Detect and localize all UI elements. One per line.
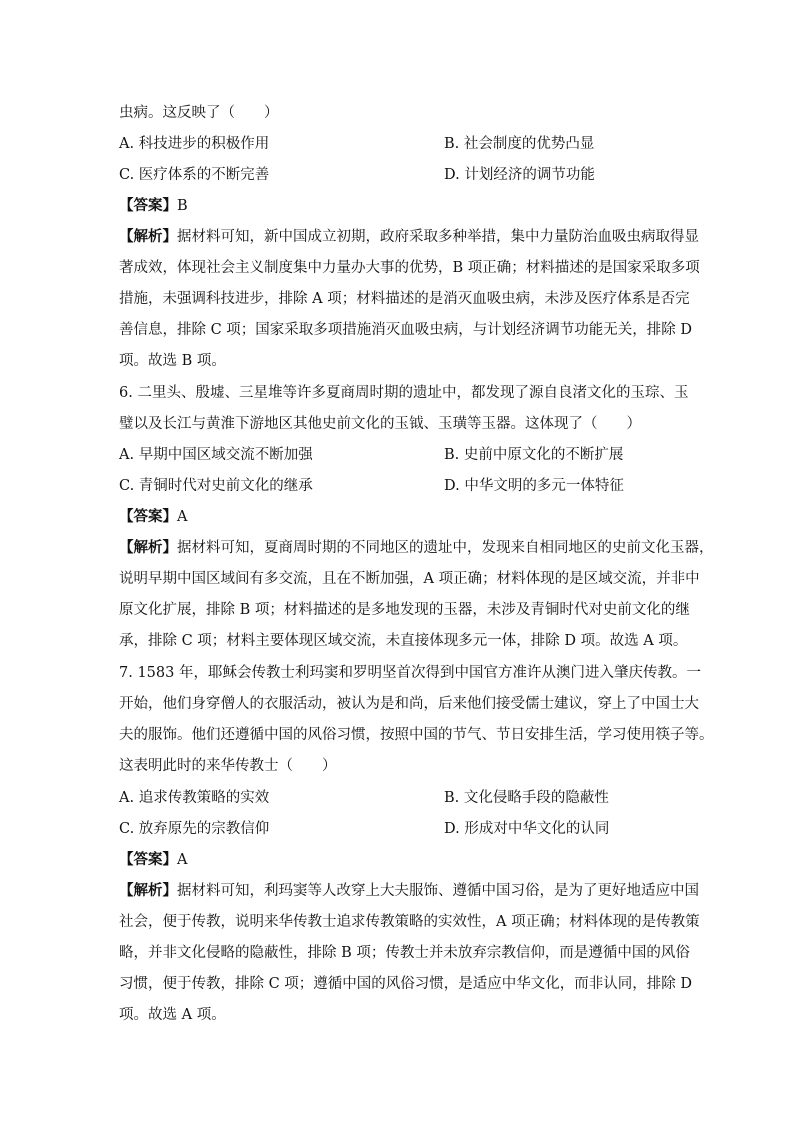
q7-stem-line-1: 7. 1583 年，耶稣会传教士利玛窦和罗明坚首次得到中国官方准许从澳门进入肇庆传教。一 <box>119 665 701 681</box>
q6-analysis-line-4: 承，排除 C 项；材料主要体现区域交流，未直接体现多元一体，排除 D 项。故选 A 项。 <box>119 633 688 649</box>
q7-answer <box>119 850 679 870</box>
q6-stem-line-2: 璧以及长江与黄淮下游地区其他史前文化的玉钺、玉璜等玉器。这体现了（ ） <box>119 416 641 432</box>
q7-analysis-line-5: 项。故选 A 项。 <box>119 1007 226 1023</box>
q6-stem-line-1: 6. 二里头、殷墟、三星堆等许多夏商周时期的遗址中，都发现了源自良渚文化的玉琮、玉 <box>119 385 689 401</box>
q6-answer <box>119 507 679 527</box>
q6-options-row-1 <box>119 445 679 465</box>
q5-options-row-2 <box>119 165 679 185</box>
q6-analysis-label: 【解析】 <box>119 539 177 556</box>
q7-options-row-1 <box>119 788 679 808</box>
q5-option-c: C. 医疗体系的不断完善 <box>119 167 270 183</box>
q5-option-d: D. 计划经济的调节功能 <box>444 167 595 183</box>
q5-answer <box>119 196 679 216</box>
q6-answer-label: 【答案】 <box>119 508 177 525</box>
q6-option-c: C. 青铜时代对史前文化的继承 <box>119 478 313 494</box>
q7-option-c: C. 放弃原先的宗教信仰 <box>119 821 270 837</box>
q6-option-d: D. 中华文明的多元一体特征 <box>444 478 624 494</box>
q6-option-a: A. 早期中国区域交流不断加强 <box>119 447 313 463</box>
q5-stem-tail: 虫病。这反映了（ ） <box>119 105 279 121</box>
q7-analysis-line-2: 社会，便于传教，说明来华传教士追求传教策略的实效性，A 项正确；材料体现的是传教策 <box>119 914 700 930</box>
q5-options-row-1 <box>119 134 679 154</box>
q7-analysis-line-1: 【解析】据材料可知，利玛窦等人改穿上大夫服饰、遵循中国习俗，是为了更好地适应中国 <box>119 882 699 899</box>
q6-analysis-line-3: 原文化扩展，排除 B 项；材料描述的是多地发现的玉器，未涉及青铜时代对史前文化的继 <box>119 602 690 618</box>
q7-stem-line-2: 开始，他们身穿僧人的衣服活动，被认为是和尚，后来他们接受儒士建议，穿上了中国士大 <box>119 696 699 712</box>
q5-analysis-line-4: 善信息，排除 C 项；国家采取多项措施消灭血吸虫病，与计划经济调节功能无关，排除 D <box>119 322 693 338</box>
q6-option-b: B. 史前中原文化的不断扩展 <box>444 447 624 463</box>
q7-analysis-label: 【解析】 <box>119 882 177 899</box>
q5-analysis-line-5: 项。故选 B 项。 <box>119 353 226 369</box>
q6-analysis-line-2: 说明早期中国区域间有多交流，且在不断加强，A 项正确；材料体现的是区域交流，并非中 <box>119 571 700 587</box>
q7-analysis-line-4: 习惯，便于传教，排除 C 项；遵循中国的风俗习惯，是适应中华文化，而非认同，排除 D <box>119 976 693 992</box>
q5-analysis-line-3: 措施，未强调科技进步，排除 A 项；材料描述的是消灭血吸虫病，未涉及医疗体系是否完 <box>119 291 690 307</box>
q5-answer-value: B <box>177 198 188 214</box>
q7-answer-value: A <box>177 852 188 868</box>
q5-answer-label: 【答案】 <box>119 197 177 214</box>
q7-option-b: B. 文化侵略手段的隐蔽性 <box>444 790 609 806</box>
q7-stem-line-4: 这表明此时的来华传教士（ ） <box>119 758 337 774</box>
q5-analysis-line-1: 【解析】据材料可知，新中国成立初期，政府采取多种举措，集中力量防治血吸虫病取得显 <box>119 228 699 245</box>
q7-option-d: D. 形成对中华文化的认同 <box>444 821 610 837</box>
q5-analysis-label: 【解析】 <box>119 228 177 245</box>
q7-stem-line-3: 夫的服饰。他们还遵循中国的风俗习惯，按照中国的节气、节日安排生活，学习使用筷子等。 <box>119 727 714 743</box>
q5-option-a: A. 科技进步的积极作用 <box>119 136 270 152</box>
q7-options-row-2 <box>119 819 679 839</box>
q6-analysis-line-1: 【解析】据材料可知，夏商周时期的不同地区的遗址中，发现来自相同地区的史前文化玉器， <box>119 539 714 556</box>
q7-analysis-line-3: 略，并非文化侵略的隐蔽性，排除 B 项；传教士并未放弃宗教信仰，而是遵循中国的风俗 <box>119 945 690 961</box>
q7-answer-label: 【答案】 <box>119 851 177 868</box>
q5-option-b: B. 社会制度的优势凸显 <box>444 136 595 152</box>
q5-analysis-line-2: 著成效，体现社会主义制度集中力量办大事的优势，B 项正确；材料描述的是国家采取多项 <box>119 260 700 276</box>
q6-options-row-2 <box>119 476 679 496</box>
q6-answer-value: A <box>177 509 188 525</box>
q7-option-a: A. 追求传教策略的实效 <box>119 790 270 806</box>
